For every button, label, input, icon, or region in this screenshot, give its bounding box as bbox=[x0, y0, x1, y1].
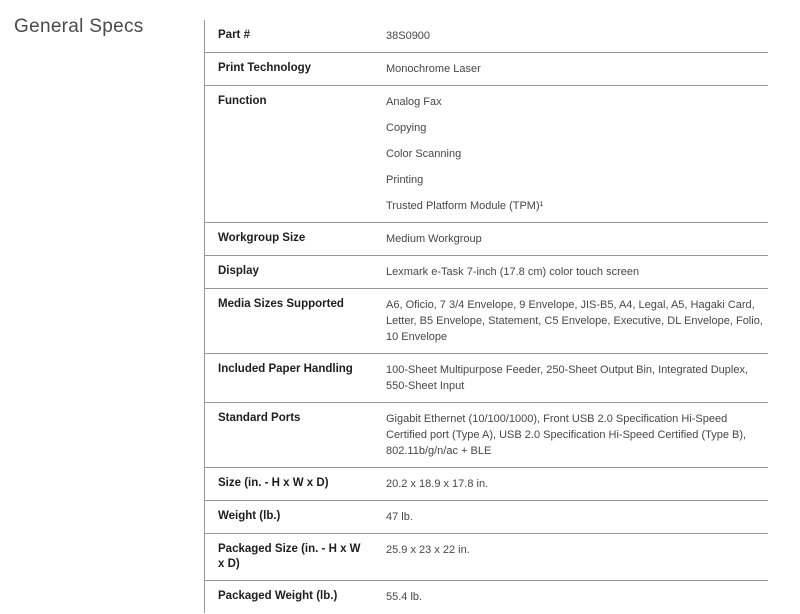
spec-table bbox=[204, 20, 768, 613]
function-item: Analog Fax bbox=[386, 96, 442, 108]
spec-row-function bbox=[205, 86, 768, 223]
spec-row-paper-handling bbox=[205, 354, 768, 403]
spec-label: Function bbox=[218, 95, 267, 107]
spec-row-packaged-weight bbox=[205, 581, 768, 613]
spec-label: Included Paper Handling bbox=[218, 363, 353, 375]
function-item: Trusted Platform Module (TPM)¹ bbox=[386, 200, 544, 212]
spec-label: Weight (lb.) bbox=[218, 510, 281, 522]
page-title: General Specs bbox=[14, 16, 144, 37]
spec-value: 25.9 x 23 x 22 in. bbox=[386, 544, 470, 556]
spec-value: 100-Sheet Multipurpose Feeder, 250-Sheet Output Bin, Integrated Duplex, 550-Sheet Input bbox=[386, 364, 749, 392]
spec-value: Monochrome Laser bbox=[386, 63, 481, 75]
spec-value: 38S0900 bbox=[386, 30, 431, 42]
spec-label: Size (in. - H x W x D) bbox=[218, 477, 329, 489]
spec-value: Lexmark e-Task 7-inch (17.8 cm) color touch screen bbox=[386, 266, 640, 278]
spec-label: Print Technology bbox=[218, 62, 312, 74]
function-item: Printing bbox=[386, 174, 424, 186]
spec-value: A6, Oficio, 7 3/4 Envelope, 9 Envelope, JIS-B5, A4, Legal, A5, Hagaki Card, Letter, B5 Envelope, Statement, C5 Envelope, Executive, DL Envelope, Folio, 10 Envelope bbox=[386, 299, 763, 343]
spec-label: Part # bbox=[218, 29, 250, 41]
spec-value: 47 lb. bbox=[386, 511, 413, 523]
spec-label: Media Sizes Supported bbox=[218, 298, 344, 310]
spec-value: Medium Workgroup bbox=[386, 233, 482, 245]
spec-value bbox=[386, 86, 768, 222]
spec-label: Packaged Weight (lb.) bbox=[218, 590, 338, 602]
spec-value: Gigabit Ethernet (10/100/1000), Front USB 2.0 Specification Hi-Speed Certified port (Type A), USB 2.0 Specification Hi-Speed Certified (Type B), 802.11b/g/n/ac + BLE bbox=[386, 413, 747, 457]
spec-row-standard-ports bbox=[205, 403, 768, 468]
spec-label: Packaged Size (in. - H x W x D) bbox=[218, 543, 361, 570]
spec-row-part-number bbox=[205, 20, 768, 53]
function-item: Color Scanning bbox=[386, 148, 462, 160]
spec-row-workgroup-size bbox=[205, 223, 768, 256]
function-item: Copying bbox=[386, 122, 427, 134]
spec-row-media-sizes bbox=[205, 289, 768, 354]
spec-row-display bbox=[205, 256, 768, 289]
spec-row-packaged-size bbox=[205, 534, 768, 581]
spec-row-size bbox=[205, 468, 768, 501]
spec-row-weight bbox=[205, 501, 768, 534]
spec-value: 55.4 lb. bbox=[386, 591, 423, 603]
spec-label: Standard Ports bbox=[218, 412, 301, 424]
spec-label: Workgroup Size bbox=[218, 232, 306, 244]
spec-value: 20.2 x 18.9 x 17.8 in. bbox=[386, 478, 489, 490]
spec-label: Display bbox=[218, 265, 259, 277]
spec-row-print-technology bbox=[205, 53, 768, 86]
